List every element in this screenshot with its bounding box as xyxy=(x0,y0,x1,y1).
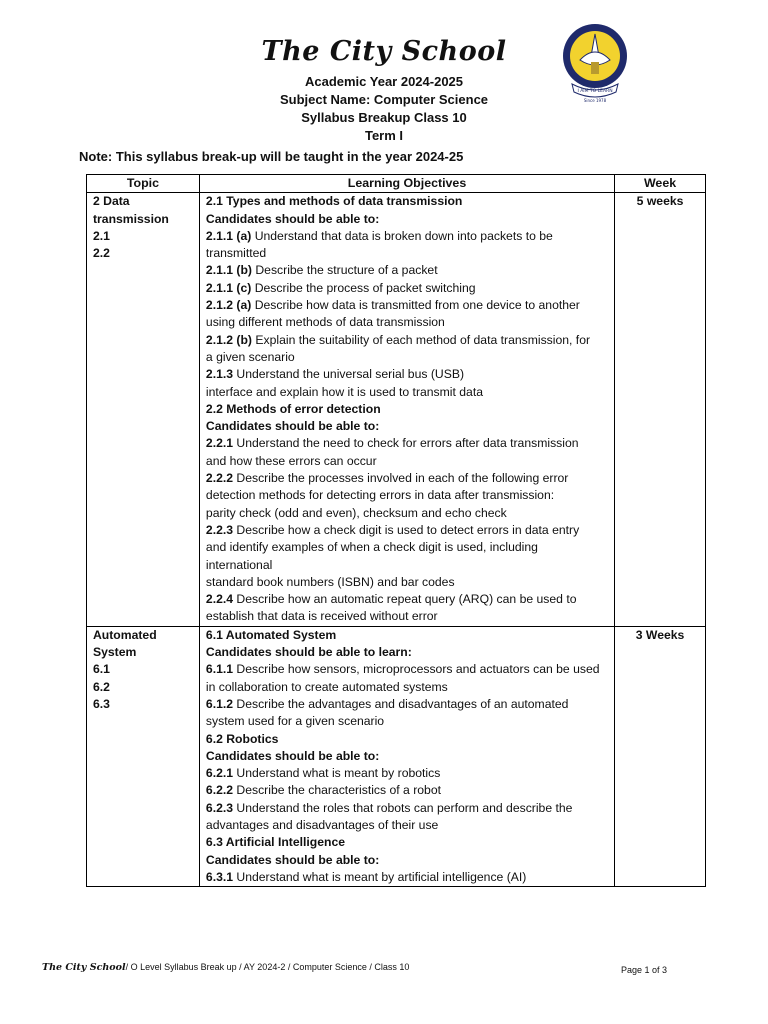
objective-line xyxy=(206,314,608,331)
objective-code: 2.1.1 (c) xyxy=(205,280,252,295)
objective-code: Candidates should be able to: xyxy=(205,211,380,226)
objective-line xyxy=(206,487,608,504)
term-label: Term I xyxy=(364,128,404,143)
topic-line: 6.1 xyxy=(93,662,110,677)
objective-code: 2.2.1 xyxy=(205,436,234,451)
objective-code: Candidates should be able to: xyxy=(205,748,380,763)
objective-text: Describe the process of packet switching xyxy=(251,280,476,295)
document-header xyxy=(0,73,768,145)
objective-text: advantages and disadvantages of their use xyxy=(205,817,439,832)
column-header-topic: Topic xyxy=(87,175,200,193)
objective-line xyxy=(206,539,608,556)
objective-code: 2.1.1 (a) xyxy=(205,228,252,243)
topic-cell xyxy=(87,193,200,626)
objective-line xyxy=(206,608,608,625)
objective-line xyxy=(206,817,608,834)
objective-text: Describe how data is transmitted from one device to another xyxy=(251,298,580,313)
objective-code: 2.2.4 xyxy=(205,592,234,607)
objective-text: international xyxy=(205,557,273,572)
topic-line: 6.2 xyxy=(93,679,110,694)
objective-code: 6.2.3 xyxy=(205,800,234,815)
objective-code: 2.2 Methods of error detection xyxy=(205,401,381,416)
footer-left xyxy=(42,962,409,973)
objective-code: 2.1.1 (b) xyxy=(205,263,252,278)
objective-code: 2.2.2 xyxy=(205,471,234,486)
objective-code: 6.1.1 xyxy=(205,662,234,677)
objective-line xyxy=(206,211,608,228)
objective-line xyxy=(206,696,608,713)
objective-code: 6.1 Automated System xyxy=(205,627,337,642)
objective-text: Understand the roles that robots can perform and describe the xyxy=(233,800,573,815)
objective-code: 2.1.2 (b) xyxy=(205,332,252,347)
objective-text: standard book numbers (ISBN) and bar codes xyxy=(205,574,455,589)
objective-code: 6.3 Artificial Intelligence xyxy=(205,835,345,850)
objective-code: 2.2.3 xyxy=(205,522,234,537)
objective-line xyxy=(206,679,608,696)
objective-code: Candidates should be able to learn: xyxy=(205,645,412,660)
objective-text: interface and explain how it is used to transmit data xyxy=(205,384,484,399)
table-header-row xyxy=(87,175,706,193)
objective-line xyxy=(206,834,608,851)
objective-text: Describe how a check digit is used to detect errors in data entry xyxy=(233,522,580,537)
objective-text: Describe the characteristics of a robot xyxy=(233,783,441,798)
objective-code: 6.2.2 xyxy=(205,783,234,798)
objective-code: 6.2.1 xyxy=(205,766,234,781)
objective-text: Describe the processes involved in each of the following error xyxy=(233,471,569,486)
objective-line xyxy=(206,366,608,383)
objective-line xyxy=(206,332,608,349)
objective-code: 6.2 Robotics xyxy=(205,731,279,746)
objective-text: parity check (odd and even), checksum and echo check xyxy=(205,505,507,520)
topic-cell xyxy=(87,626,200,886)
syllabus-title: Syllabus Breakup Class 10 xyxy=(301,110,467,125)
objective-line xyxy=(206,228,608,245)
page-number: Page 1 of 3 xyxy=(621,965,668,975)
objective-line xyxy=(206,852,608,869)
objective-line xyxy=(206,522,608,539)
objective-line xyxy=(206,297,608,314)
objective-line xyxy=(206,800,608,817)
objective-line xyxy=(206,193,608,210)
academic-year: Academic Year 2024-2025 xyxy=(304,74,464,89)
objective-text: and how these errors can occur xyxy=(205,453,377,468)
objective-line xyxy=(206,401,608,418)
logo-motto: I AIM TO LEARN xyxy=(577,89,613,94)
syllabus-table xyxy=(86,174,706,887)
school-title: The City School xyxy=(261,36,507,67)
logo-since: Since 1978 xyxy=(583,98,607,103)
objective-text: Understand the need to check for errors after data transmission xyxy=(233,436,579,451)
topic-line: Automated xyxy=(93,627,157,642)
objective-text: Describe how an automatic repeat query (ARQ) can be used to xyxy=(233,592,577,607)
column-header-objectives: Learning Objectives xyxy=(199,175,614,193)
objective-code: Candidates should be able to: xyxy=(205,852,380,867)
week-cell: 3 Weeks xyxy=(615,626,706,886)
objective-line xyxy=(206,245,608,262)
objective-line xyxy=(206,869,608,886)
objective-text: Understand the universal serial bus (USB) xyxy=(233,367,465,382)
objective-text: in collaboration to create automated systems xyxy=(205,679,448,694)
objective-line xyxy=(206,435,608,452)
objective-line xyxy=(206,713,608,730)
objective-text: detection methods for detecting errors in data after transmission: xyxy=(205,488,555,503)
objective-line xyxy=(206,731,608,748)
footer-text: / O Level Syllabus Break up / AY 2024-2 / Computer Science / Class 10 xyxy=(125,962,410,972)
objective-text: Explain the suitability of each method of data transmission, for xyxy=(251,332,591,347)
topic-line: transmission xyxy=(93,211,169,226)
objective-text: Understand that data is broken down into packets to be xyxy=(251,228,553,243)
objective-line xyxy=(206,470,608,487)
objective-code: 2.1 Types and methods of data transmission xyxy=(205,194,463,209)
objective-text: Understand what is meant by robotics xyxy=(233,766,441,781)
objective-line xyxy=(206,748,608,765)
objective-code: 6.1.2 xyxy=(205,696,234,711)
syllabus-note: Note: This syllabus break-up will be taught in the year 2024-25 xyxy=(79,149,464,164)
topic-line: 2.1 xyxy=(93,228,110,243)
objective-line xyxy=(206,349,608,366)
topic-line: 2 Data xyxy=(93,194,130,209)
objective-line xyxy=(206,627,608,644)
objective-line xyxy=(206,557,608,574)
subject-name: Subject Name: Computer Science xyxy=(279,92,489,107)
topic-line: 6.3 xyxy=(93,696,110,711)
table-row xyxy=(87,193,706,626)
objective-text: using different methods of data transmission xyxy=(205,315,445,330)
objective-code: Candidates should be able to: xyxy=(205,419,380,434)
objectives-cell xyxy=(199,193,614,626)
objective-text: transmitted xyxy=(205,246,267,261)
column-header-week: Week xyxy=(615,175,706,193)
objective-text: a given scenario xyxy=(205,349,295,364)
table-row xyxy=(87,626,706,886)
objective-text: Understand what is meant by artificial intelligence (AI) xyxy=(233,869,527,884)
objective-line xyxy=(206,765,608,782)
objective-line xyxy=(206,280,608,297)
objectives-cell xyxy=(199,626,614,886)
objective-line xyxy=(206,384,608,401)
objective-line xyxy=(206,591,608,608)
objective-line xyxy=(206,574,608,591)
topic-line: System xyxy=(93,645,137,660)
topic-line: 2.2 xyxy=(93,246,110,261)
objective-text: Describe the advantages and disadvantages of an automated xyxy=(233,696,569,711)
objective-text: system used for a given scenario xyxy=(205,714,385,729)
objective-line xyxy=(206,453,608,470)
objective-code: 2.1.3 xyxy=(205,367,234,382)
objective-text: establish that data is received without error xyxy=(205,609,438,624)
objective-line xyxy=(206,782,608,799)
week-cell: 5 weeks xyxy=(615,193,706,626)
footer-brand: The City School xyxy=(42,962,126,973)
objective-code: 2.1.2 (a) xyxy=(205,298,252,313)
objective-text: and identify examples of when a check digit is used, including xyxy=(205,540,538,555)
objective-code: 6.3.1 xyxy=(205,869,234,884)
objective-line xyxy=(206,505,608,522)
objective-line xyxy=(206,644,608,661)
objective-line xyxy=(206,661,608,678)
objective-line xyxy=(206,262,608,279)
objective-text: Describe how sensors, microprocessors and actuators can be used xyxy=(233,662,600,677)
objective-text: Describe the structure of a packet xyxy=(251,263,438,278)
objective-line xyxy=(206,418,608,435)
